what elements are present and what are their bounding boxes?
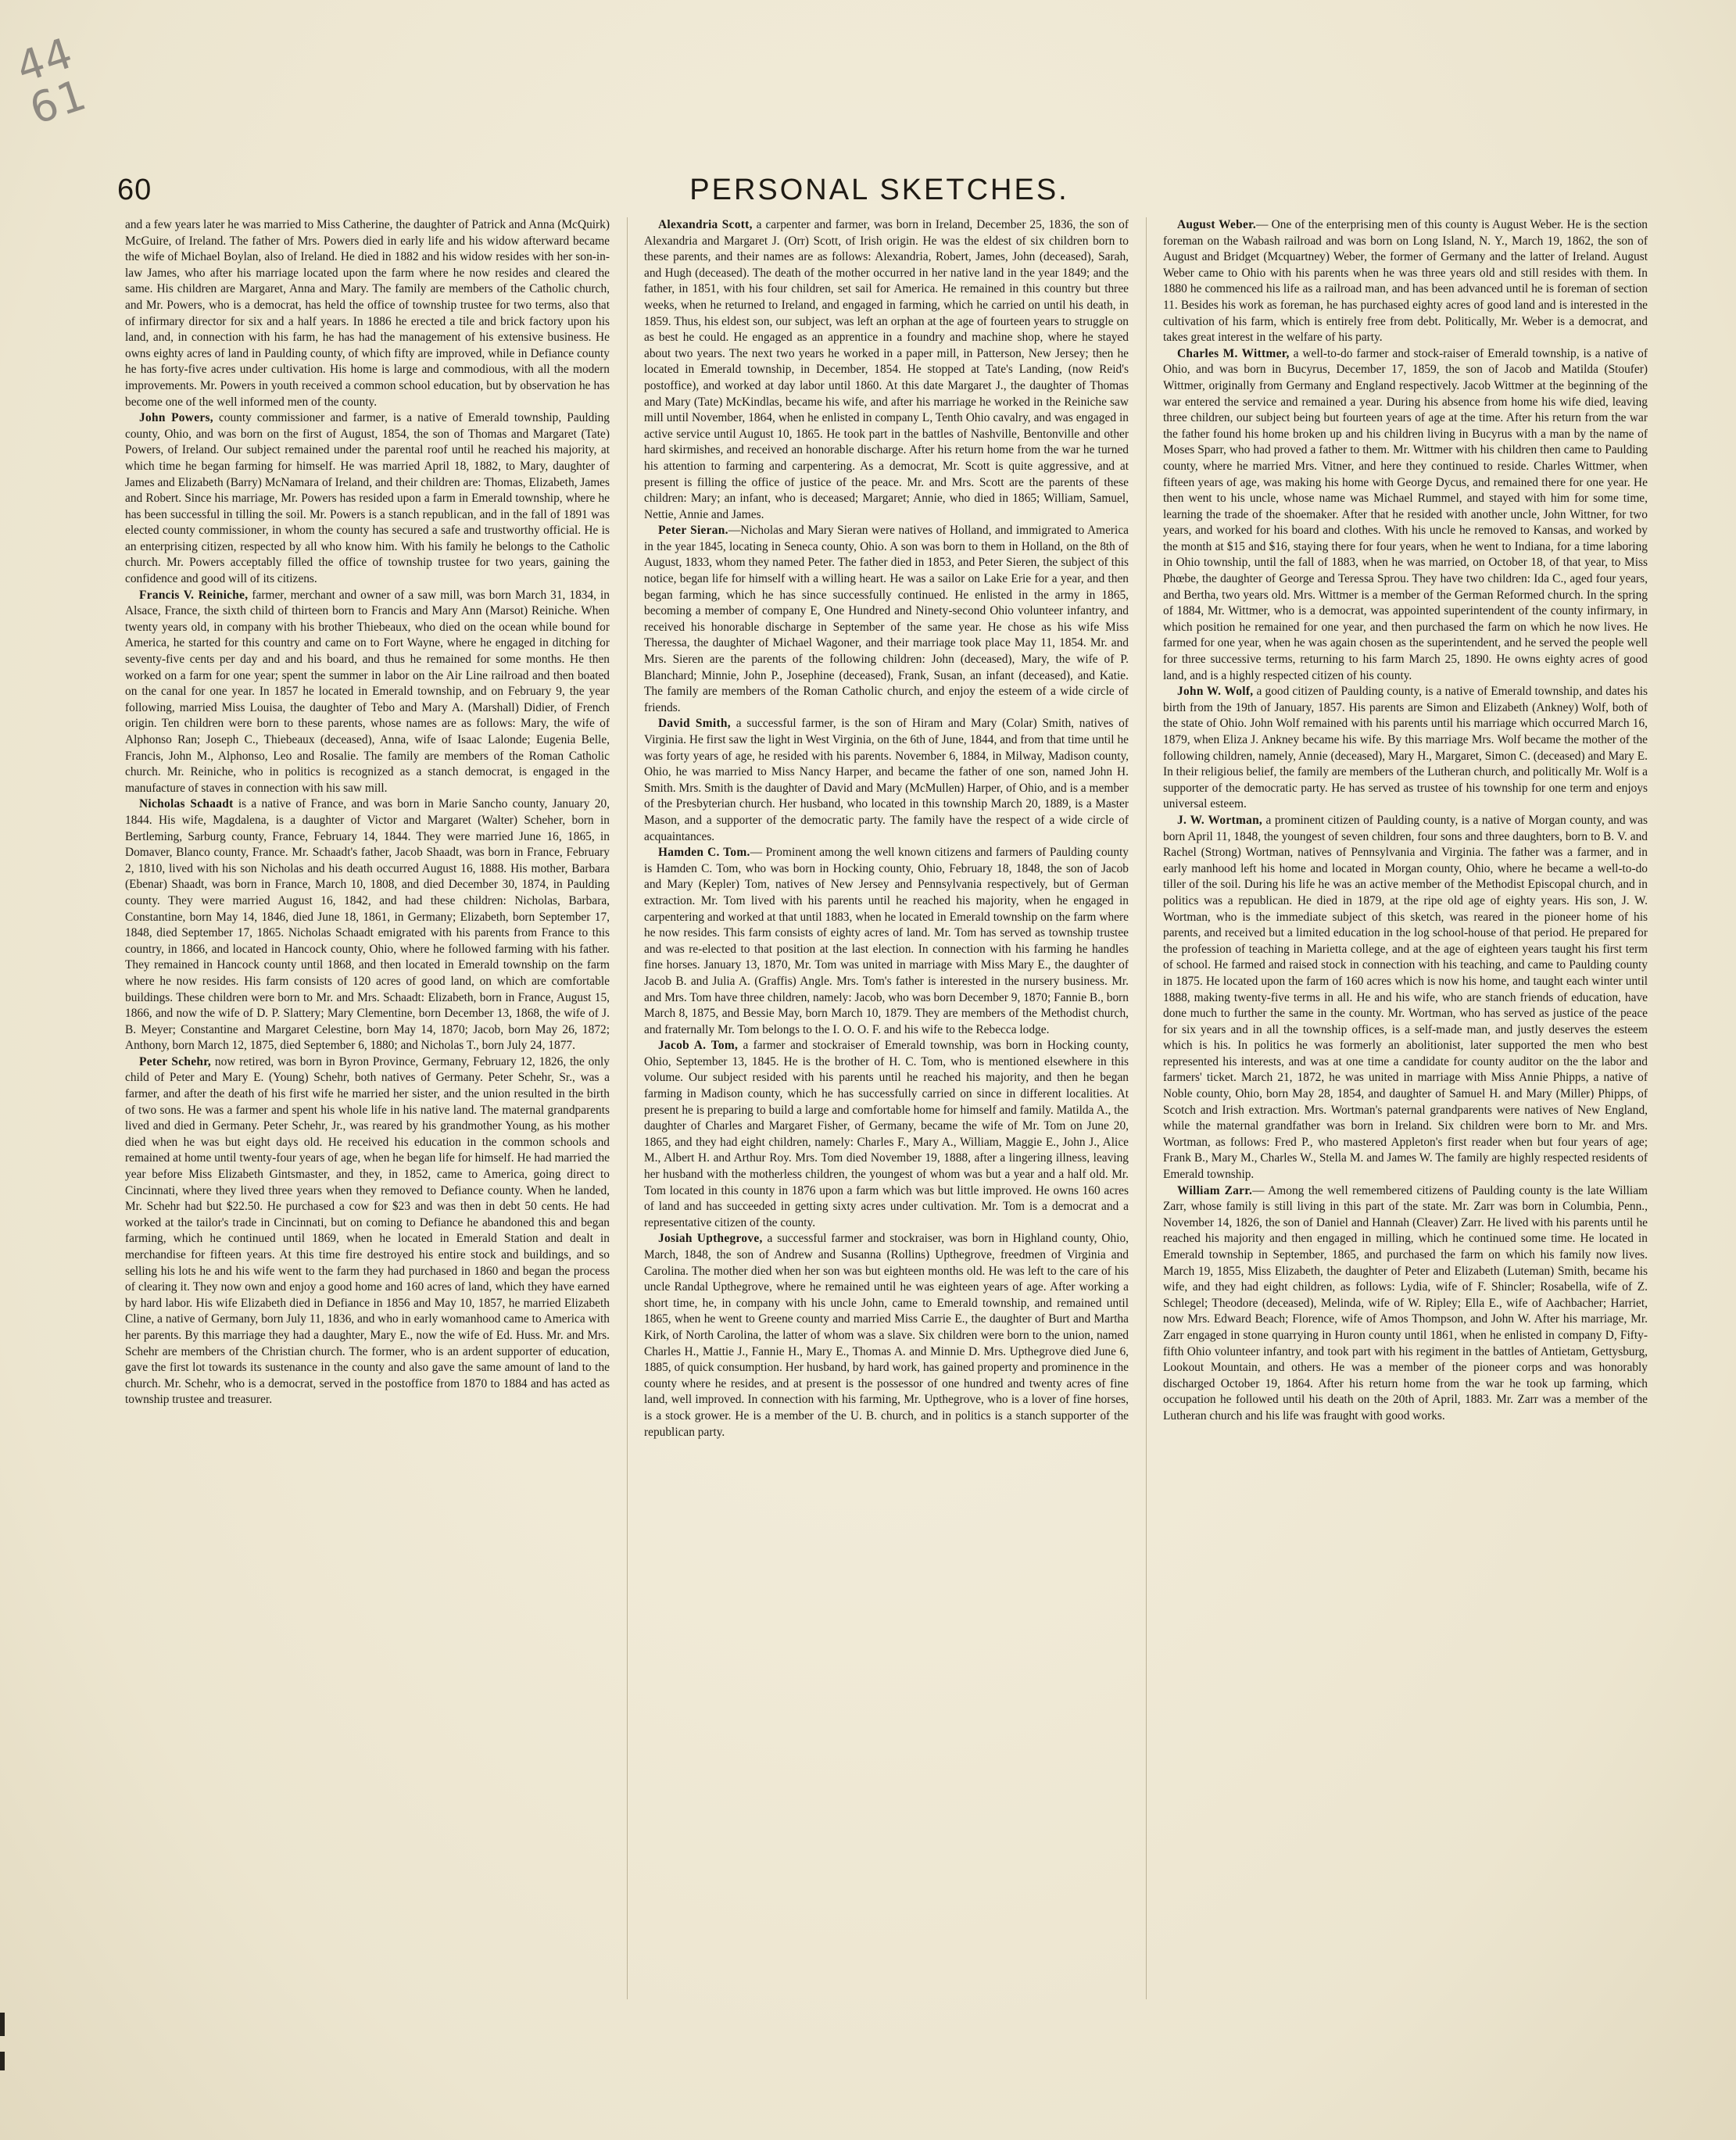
sketch-text: is a native of France, and was born in Marie Sancho county, January 20, 1844. His wife, Magdalena, is a daughter of Victor and Margaret (Walter) Scheher, born in Bertleming, Sarburg county, France, February 14, 1844. They were married June 16, 1865, in Domaver, Blanco county, France. Mr. Schaadt's father, Jacob Shaadt, was born in France, February 2, 1810, lived with his son Nicholas and his death occurred August 16, 1888. His mother, Barbara (Ebenar) Shaadt, was born in France, March 10, 1808, and died December 30, 1874, in Paulding county. They were married August 16, 1842, and had these children: Nicholas, Barbara, Constantine, born May 14, 1846, died June 18, 1861, in Germany; Elizabeth, born September 17, 1848, died September 17, 1865. Nicholas Schaadt emigrated with his parents from France to this country, in 1866, and located in Hancock county, Ohio, where he followed farming with his father. They remained in Hancock county until 1868, and then located in Emerald township on the farm where he now resides. His farm consists of 120 acres of good land, on which are comfortable buildings. These children were born to Mr. and Mrs. Schaadt: Elizabeth, born in France, August 15, 1866, and now the wife of D. P. Slattery; Mary Clementine, born December 13, 1868, the wife of J. B. Meyer; Constantine and Margaret Celestine, born May 14, 1870; Jacob, born May 26, 1872; Anthony, born March 12, 1875, died September 6, 1880; and Nicholas T., born July 24, 1877. (125, 797, 610, 1053)
sketch-paragraph (644, 1038, 1129, 1231)
sketch-paragraph (644, 845, 1129, 1038)
sketch-text: and a few years later he was married to Miss Catherine, the daughter of Patrick and Anna (McQuirk) McGuire, of Ireland. The father of Mrs. Powers died in early life and his widow afterward became the wife of Michael Boylan, also of Ireland. He died in 1882 and his widow resides with her son-in-law James, who after his marriage located upon the farm where he now resides and cleared the same. His children are Margaret, Anna and Mary. The family are members of the Catholic church, and Mr. Powers, who is a democrat, has held the office of township trustee for two terms, also that of infirmary director for six and a half years. In 1886 he erected a tile and brick factory upon his land, and, in connection with his farm, he has had the management of his extensive business. He owns eighty acres of land in Paulding county, of which fifty are improved, while in Defiance county he has forty-five acres under cultivation. His home is large and commodious, with all the modern improvements. Mr. Powers in youth received a common school education, but by observation he has become one of the well informed men of the county. (125, 218, 610, 409)
sketch-paragraph (1163, 684, 1648, 813)
sketch-paragraph (125, 410, 610, 588)
sketch-name: John W. Wolf, (1177, 685, 1254, 699)
sketch-paragraph (644, 217, 1129, 523)
column-rule (627, 217, 628, 1999)
sketch-paragraph (644, 1231, 1129, 1440)
sketch-name: Peter Schehr, (139, 1054, 212, 1068)
sketch-text: a farmer and stockraiser of Emerald township, was born in Hocking county, Ohio, September 13, 1845. He is the brother of H. C. Tom, who is mentioned elsewhere in this volume. Our subject resided with his parents until he reached his majority, and then he began farming in Madison county, which he has successfully carried on since in different localities. At present he is preparing to build a large and comfortable home for himself and family. Matilda A., the daughter of Charles and Margaret Fisher, of Germany, became the wife of Mr. Tom on June 20, 1865, and they had eight children, namely: Charles F., Mary A., William, Maggie E., John J., Alice M., Albert H. and Arthur Roy. Mrs. Tom died November 19, 1888, after a lingering illness, leaving her husband with the motherless children, the youngest of whom was but a year and a half old. Mr. Tom located in this county in 1876 upon a farm which was but little improved. He owns 160 acres of land and has succeeded in getting sixty acres under cultivation. Mr. Tom is a democrat and a representative citizen of the county. (644, 1039, 1129, 1229)
pencil-mark-2: 61 (23, 69, 94, 134)
pencil-mark-1: 44 (10, 27, 80, 93)
sketch-name: Alexandria Scott, (658, 218, 753, 231)
sketch-text: now retired, was born in Byron Province, Germany, February 12, 1826, the only child of Peter and Mary E. (Young) Schehr, both natives of Germany. Peter Schehr, Sr., was a farmer, and after the death of his first wife he married her sister, and the union resulted in the birth of two sons. He was a farmer and spent his whole life in his native land. The maternal grandparents lived and died in Germany. Peter Schehr, Jr., was reared by his grandmother Young, as his mother died when he was but eight days old. He received his education in the common schools and remained at home until twenty-four years of age, when he began life for himself. He had married the year before Miss Elizabeth Gintsmaster, and they, in 1852, came to America, going direct to Cincinnati, where they lived three years when they removed to Defiance county. When he landed, Mr. Schehr had but $22.50. He purchased a cow for $23 and was then in debt 50 cents. He had worked at the tailor's trade in Cincinnati, but on coming to Defiance he abandoned this and began farming, which he continued until 1869, when he located in Emerald Station and dealt in merchandise for fifteen years. At this time fire destroyed his entire stock and buildings, and so selling his lots he and his wife went to the farm they had purchased in 1860 and began the process of clearing it. They now own and enjoy a good home and 160 acres of land, which they have earned by hard labor. His wife Elizabeth died in Defiance in 1856 and May 10, 1857, he married Elizabeth Cline, a native of Germany, born July 11, 1836, and who in early womanhood came to America with her parents. By this marriage they had a daughter, Mary E., now the wife of Ed. Huss. Mr. and Mrs. Schehr are members of the Christian church. The former, who is an ardent supporter of education, gave the first lot towards its sustenance in the county and also gave the same amount of land to the church. Mr. Schehr, who is a democrat, served in the postoffice from 1870 to 1884 and has acted as township trustee and treasurer. (125, 1054, 610, 1407)
sketch-text: county commissioner and farmer, is a native of Emerald township, Paulding county, Ohio, and was born on the first of August, 1854, the son of Thomas and Margaret (Tate) Powers, of Ireland. Our subject remained under the parental roof until he reached his majority, at which time he began farming for himself. He was married April 18, 1882, to Mary, daughter of James and Elizabeth (Barry) McNamara of Ireland, and their children are: Thomas, Elizabeth, James and Robert. Since his marriage, Mr. Powers has resided upon a farm in Emerald township, where he has been successful in tilling the soil. Mr. Powers is a stanch republican, and in the fall of 1891 was elected county commissioner, in whom the county has secured a safe and trustworthy official. He is an enterprising citizen, respected by all who know him. With his family he belongs to the Catholic church. Mr. Powers acceptably filled the office of township trustee for two years, gaining the confidence and good will of its citizens. (125, 411, 610, 586)
sketch-paragraph (644, 523, 1129, 716)
sketch-name: J. W. Wortman, (1177, 813, 1263, 827)
sketch-text: a successful farmer and stockraiser, was born in Highland county, Ohio, March, 1848, the son of Andrew and Susanna (Rollins) Upthegrove, freedmen of Virginia and Carolina. The mother died when her son was but eighteen months old. He was left to the care of his uncle Randal Upthegrove, where he remained until he was eighteen years of age. After working a short time, he, in company with his uncle John, came to Emerald township, and remained until 1865, when he went to Greene county and married Miss Carrie E., the daughter of Burt and Martha Kirk, of North Carolina, the latter of whom was a slave. Six children were born to the union, named Charles H., Mattie J., Fannie H., Mary E., Thomas A. and Minnie D. Mrs. Upthegrove died June 6, 1885, of quick consumption. Her husband, by hard work, has gained property and prominence in the county where he resides, and at present is the possessor of one hundred and twenty acres of fine land, well improved. In connection with his farming, Mr. Upthegrove, who is a lover of fine horses, is a stock grower. He is a member of the U. B. church, and in politics is a stanch supporter of the republican party. (644, 1232, 1129, 1439)
column-1 (125, 217, 610, 1999)
sketch-name: Hamden C. Tom. (658, 846, 750, 860)
sketch-text: — One of the enterprising men of this county is August Weber. He is the section foreman on the Wabash railroad and was born on Long Island, N. Y., March 19, 1862, the son of August and Bridget (Mcquartney) Weber, the former of Germany and the latter of Ireland. August Weber came to Ohio with his parents when he was three years old and still resides with them. In 1880 he commenced his life as a railroad man, and has been advanced until he is foreman of section 11. Besides his work as foreman, he has purchased eighty acres of good land and is interested in the cultivation of his farm, which is entirely free from debt. Politically, Mr. Weber is a democrat, and takes great interest in the welfare of his party. (1163, 218, 1648, 345)
sketch-paragraph (125, 1054, 610, 1408)
sketch-paragraph (125, 588, 610, 797)
page-header (117, 174, 1641, 220)
sketch-text: a good citizen of Paulding county, is a native of Emerald township, and dates his birth from the 19th of January, 1857. His parents are Simon and Elizabeth (Ankney) Wolf, both of the state of Ohio. John Wolf remained with his parents until his marriage which occurred March 16, 1879, when Eliza J. Ankney became his wife. By this marriage Mrs. Wolf became the mother of the following children, namely, Annie (deceased), Mary H., Margaret, Simon C. (deceased) and Mary E. In their religious belief, the family are members of the Lutheran church, and politically Mr. Wolf is a supporter of the democratic party. He has served as trustee of his township for one term and enjoys universal esteem. (1163, 685, 1648, 811)
sketch-name: William Zarr. (1177, 1183, 1253, 1197)
sketch-paragraph (1163, 813, 1648, 1183)
running-head: PERSONAL SKETCHES. (689, 174, 1069, 206)
page-number: 60 (117, 174, 152, 206)
sketch-text: — Prominent among the well known citizens and farmers of Paulding county is Hamden C. Tom, who was born in Hocking county, Ohio, February 18, 1848, the son of Jacob and Mary (Kepler) Tom, natives of New Jersey and Pennsylvania respectively, but of German extraction. Mr. Tom lived with his parents until he reached his majority, when he engaged in carpentering and worked at that until 1883, when he located in Emerald township on the farm where he now resides. This farm consists of eighty acres of land. Mr. Tom has served as township trustee and was re-elected to that position at the last election. In connection with his farming he handles fine horses. January 13, 1870, Mr. Tom was united in marriage with Miss Mary E., the daughter of Jacob B. and Julia A. (Graffis) Angle. Mrs. Tom's father is interested in the nursery business. Mr. and Mrs. Tom have three children, namely: Jacob, who was born December 9, 1870; Fannie B., born March 8, 1875, and Bessie May, born March 10, 1879. They are members of the Methodist church, and fraternally Mr. Tom belongs to the I. O. O. F. and his wife to the Rebecca lodge. (644, 846, 1129, 1036)
sketch-text: a successful farmer, is the son of Hiram and Mary (Colar) Smith, natives of Virginia. He first saw the light in West Virginia, on the 6th of June, 1844, and from that time until he was forty years of age, he resided with his parents. November 6, 1884, in Milway, Madison county, Ohio, he was married to Miss Nancy Harper, and became the father of one son, named John H. Smith. Mrs. Smith is the daughter of David and Mary (McMullen) Harper, of Ohio, and is a member of the Presbyterian church. Her husband, who located in this township March 20, 1889, is a Master Mason, and a supporter of the democratic party. The family have the respect of a wide circle of acquaintances. (644, 717, 1129, 843)
sketch-name: Josiah Upthegrove, (658, 1232, 763, 1246)
sketch-text: a carpenter and farmer, was born in Ireland, December 25, 1836, the son of Alexandria and Margaret J. (Orr) Scott, of Irish origin. He was the eldest of six children born to these parents, and their names are as follows: Alexandria, Robert, James, John (deceased), Sarah, and Hugh (deceased). The death of the mother occurred in her native land in the year 1849; and the father, in 1851, with his four children, set sail for America. He remained in this country but three weeks, when he returned to Ireland, and engaged in farming, which he carried on until his death, in 1859. Thus, his eldest son, our subject, was left an orphan at the age of fourteen years to struggle on as best he could. He engaged as an apprentice in a foundry and machine shop, where he stayed about two years. The next two years he worked in a paper mill, in Patterson, New Jersey; then he located in Emerald township, in December, 1854. He stopped at Tate's Landing, (now Reid's postoffice), and worked at day labor until 1860. At this date Margaret J., the daughter of Thomas and Mary (Tate) McKindlas, became his wife, and after his marriage he worked in the Reiniche saw mill until November, 1864, when he enlisted in company L, Tenth Ohio cavalry, and was engaged in active service until August 10, 1865. He took part in the battles of Nashville, Bentonville and other hard skirmishes, and received an honorable discharge. After his return home from the war he turned his attention to farming and carpentering. As a democrat, Mr. Scott is quite aggressive, and at present is filling the office of justice of the peace. Mr. and Mrs. Scott are the parents of these children: Mary; an infant, who is deceased; Margaret; Annie, who died in 1865; William, Samuel, Nettie, Annie and James. (644, 218, 1129, 521)
sketch-paragraph (125, 796, 610, 1054)
sketch-name: David Smith, (658, 717, 731, 731)
sketch-text: a prominent citizen of Paulding county, is a native of Morgan county, and was born April 11, 1848, the youngest of seven children, four sons and three daughters, born to B. V. and Rachel (Strong) Wortman, natives of Pennsylvania and Virginia. The father was a farmer, and in early manhood left his home and located in Morgan county, Ohio, where he became a well-to-do tiller of the soil. During his life he was an active member of the Methodist Episcopal church, and in politics was a republican. He died in 1879, at the ripe old age of eighty years. His son, J. W. Wortman, who is the immediate subject of this sketch, was reared in the pioneer home of his parents, and received but a limited education in the log school-house of that period. He prepared for the profession of teaching in Marietta college, and at the age of eighteen years taught his first term of school. He farmed and raised stock in connection with his teaching, and came to Paulding county in 1875. He located upon the farm of 160 acres which is now his home, and taught each winter until 1888, making twenty-five terms in all. He and his wife, who are stanch friends of education, have done much to further the same in the county. Mr. Wortman, who has served as justice of the peace for six years and in all the township offices, is a self-made man, and justly deserves the esteem which is his. In politics he was formerly an abolitionist, later supported the men who best represented his interests, and was at one time a candidate for county auditor on the the labor and farmers' ticket. March 21, 1872, he was united in marriage with Miss Annie Phipps, a native of Noble county, Ohio, born May 28, 1854, and daughter of Samuel H. and Mary (Miller) Phipps, of Scotch and Irish extraction. Mrs. Wortman's paternal grandparents were natives of New England, while the maternal grandfather was born in Ireland. Six children were born to Mr. and Mrs. Wortman, as follows: Fred P., who mastered Appleton's first reader when but four years of age; Frank B., Mary M., Charles W., Stella M. and James W. The family are highly respected residents of Emerald township. (1163, 813, 1648, 1182)
scan-edge-mark (0, 2052, 5, 2070)
sketch-name: Charles M. Wittmer, (1177, 346, 1290, 360)
sketch-paragraph (1163, 217, 1648, 346)
sketch-name: Nicholas Schaadt (139, 797, 234, 811)
sketch-paragraph (1163, 346, 1648, 684)
sketch-text: farmer, merchant and owner of a saw mill, was born March 31, 1834, in Alsace, France, the sixth child of thirteen born to Francis and Mary Ann (Marsot) Reiniche. When twenty years old, in company with his brother Thiebeaux, who died on the ocean while bound for America, he started for this country and came on to Fort Wayne, where he engaged in ditching for seventy-five cents per day and and his board, and thus he remained for some months. He then worked on a farm for one year; spent the summer in labor on the Air Line railroad and then boated on the canal for one year. In 1857 he located in Emerald township, and on February 9, the year following, married Miss Louisa, the daughter of Tebo and Mary A. (Marshall) Didier, of French origin. Ten children were born to these parents, whose names are as follows: Mary, the wife of Alphonso Ran; Joseph C., Thiebeaux (deceased), Anna, wife of Isaac Lalonde; Eugenia Belle, Francis, John M., Alphonso, Leo and Rosalie. The family are members of the Roman Catholic church. Mr. Reiniche, who in politics is recognized as a stanch democrat, is engaged in the manufacture of staves in connection with his saw mill. (125, 588, 610, 795)
sketch-text: — Among the well remembered citizens of Paulding county is the late William Zarr, whose family is still living in this part of the state. Mr. Zarr was born in Columbia, Penn., November 14, 1826, the son of Daniel and Hannah (Cleaver) Zarr. He lived with his parents until he reached his majority and then engaged in milling, which he continued some time. He located in Emerald township in September, 1865, and purchased the farm on which his family now lives. March 19, 1855, Miss Elizabeth, the daughter of Peter and Elizabeth (Luteman) Smith, became his wife, and they had eight children, as follows: Lydia, wife of F. Shincler; Rosabella, wife of Z. Schlegel; Theodore (deceased), Melinda, wife of W. Ripley; Ella E., wife of Aachbacher; Harriet, now Mrs. Edward Beach; Florence, wife of Amos Thompson, and John W. After his marriage, Mr. Zarr engaged in stone quarrying in Huron county until 1861, when he enlisted in company D, Fifty-fifth Ohio volunteer infantry, and took part with his regiment in the battles of Antietam, Gettysburg, Lookout Mountain, and others. He was a member of the pioneer corps and was honorably discharged October 19, 1864. After his return home from the war he took up farming, which occupation he followed until his death on the 20th of April, 1883. Mr. Zarr was a member of the Lutheran church and his life was fraught with good works. (1163, 1183, 1648, 1422)
sketch-name: Peter Sieran. (658, 524, 728, 538)
sketch-name: August Weber. (1177, 218, 1256, 231)
sketch-name: Jacob A. Tom, (658, 1039, 739, 1053)
sketch-paragraph (644, 716, 1129, 845)
sketch-text: —Nicholas and Mary Sieran were natives of Holland, and immigrated to America in the year 1845, locating in Seneca county, Ohio. A son was born to them in Holland, on the 8th of August, 1833, whom they named Peter. The father died in 1853, and Peter Sieren, the subject of this notice, began life for himself with a willing heart. He was a sailor on Lake Erie for a year, and then began farming, which he has since successfully continued. He enlisted in the army in 1865, becoming a member of company E, One Hundred and Ninety-second Ohio volunteer infantry, and received his honorable discharge in September of the same year. He chose as his wife Miss Theressa, the daughter of Michael Wagoner, and their marriage took place May 11, 1854. Mr. and Mrs. Sieren are the parents of the following children: John (deceased), Mary, the wife of P. Blanchard; Minnie, John P., Josephine (deceased), Frank, Susan, an infant (deceased), and Katie. The family are members of the Roman Catholic church, and enjoy the esteem of a wide circle of friends. (644, 524, 1129, 714)
text-columns (125, 217, 1649, 1999)
sketch-name: John Powers, (139, 411, 213, 425)
column-3 (1163, 217, 1648, 1999)
sketch-paragraph (1163, 1183, 1648, 1425)
column-2 (644, 217, 1129, 1999)
sketch-paragraph (125, 217, 610, 410)
sketch-text: a well-to-do farmer and stock-raiser of Emerald township, is a native of Ohio, and was born in Bucyrus, December 17, 1859, the son of Jacob and Matilda (Stoufer) Wittmer, originally from Germany and England respectively. Jacob Wittmer at the beginning of the war entered the service and remained a year. During his absence from home his wife died, leaving three children, our subject being but fourteen years of age at the time. After his return from the war the father found his home broken up and his children living in Bucyrus with a man by the name of Moses Sparr, who had proved a father to them. Mr. Wittmer with his children then came to Paulding county, where he married Mrs. Vitner, and here they continued to reside. Charles Wittmer, when fifteen years of age, was making his home with George Dycus, and remained there for one year. He then went to his uncle, whose name was Michael Rummel, and stayed with him for some time, learning the trade of the shoemaker. After that he resided with another uncle, John Wittner, for two years, and worked for his board and clothes. With his uncle he removed to Kansas, and worked by the month at $15 and $16, staying there for four years, when he went to Indiana, for a time laboring in Ohio township, until the fall of 1883, when he was married, on October 18, of that year, to Miss Phœbe, the daughter of George and Teressa Sprou. They have two children: Ida C., aged four years, and Bertha, two years old. Mrs. Wittmer is a member of the German Reformed church. In the spring of 1884, Mr. Wittmer, who is a democrat, was appointed superintendent of the county infirmary, in which position he remained for one year, and then purchased the farm on which he now lives. He farmed for one year, when he was again chosen as the superintendent, and he served the people well for three successive terms, returning to his farm March 25, 1890. He owns eighty acres of good land, and is a highly respected citizen of his county. (1163, 346, 1648, 682)
scan-edge-mark (0, 2013, 5, 2036)
column-rule (1146, 217, 1147, 1999)
pencil-annotation (10, 27, 94, 134)
sketch-name: Francis V. Reiniche, (139, 588, 249, 602)
